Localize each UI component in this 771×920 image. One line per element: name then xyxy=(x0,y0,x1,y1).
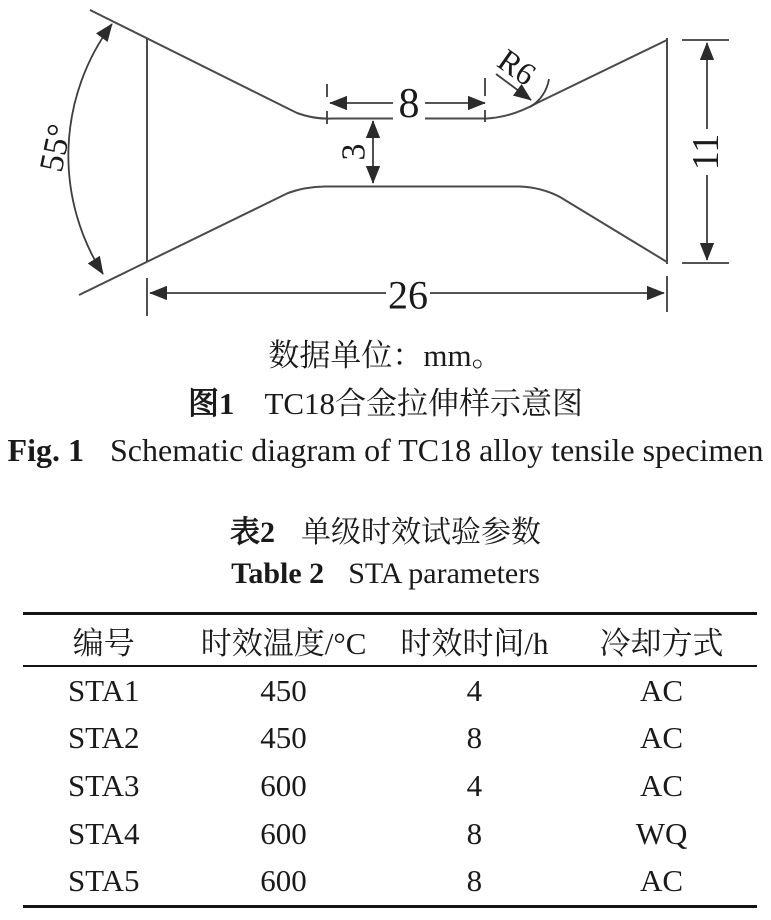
table-row xyxy=(23,810,757,858)
table-title-en: STA parameters xyxy=(348,557,540,590)
table-cell: 450 xyxy=(260,672,307,708)
dim-gauge-width xyxy=(336,121,374,183)
column-header-cooling-method: 冷却方式 xyxy=(566,614,757,667)
table-cell: 600 xyxy=(260,767,307,803)
figure-number-cn: 图1 xyxy=(187,386,235,421)
figure-title-en: Schematic diagram of TC18 alloy tensile specimen xyxy=(109,432,764,468)
table-cell: AC xyxy=(640,767,684,803)
total-height-label: 11 xyxy=(685,133,727,171)
dim-fillet-radius xyxy=(491,42,549,107)
table-title-cn: 单级时效试验参数 xyxy=(301,516,541,549)
figure-title-cn: TC18合金拉伸样示意图 xyxy=(264,386,584,421)
table-cell: STA2 xyxy=(67,720,140,756)
table-cell: 8 xyxy=(466,720,483,756)
table-number-cn: 表2 xyxy=(230,516,275,549)
column-header-aging-time: 时效时间/h xyxy=(383,614,567,667)
table-cell: STA4 xyxy=(67,815,140,851)
figure-number-en: Fig. 1 xyxy=(7,432,84,468)
table-cell: 8 xyxy=(466,815,483,851)
figure-caption-cn xyxy=(0,378,771,423)
sta-parameters-table xyxy=(23,612,757,908)
figure-unit-note xyxy=(0,330,771,375)
table-cell: 4 xyxy=(466,767,483,803)
table-cell: 4 xyxy=(466,672,483,708)
dim-total-height xyxy=(682,40,729,263)
table-cell: 8 xyxy=(466,863,483,899)
table-cell: 600 xyxy=(260,863,307,899)
dim-total-length xyxy=(147,273,667,318)
fillet-radius-label: R6 xyxy=(491,41,543,93)
gauge-width-label: 3 xyxy=(335,143,373,161)
specimen-diagram xyxy=(0,0,771,330)
table-cell: AC xyxy=(640,720,684,756)
table-caption-cn xyxy=(0,507,771,551)
gauge-length-label: 8 xyxy=(398,81,420,127)
table-cell: STA5 xyxy=(67,863,140,899)
dim-shoulder-angle xyxy=(33,24,112,274)
total-length-label: 26 xyxy=(388,272,428,318)
unit-note-text: 数据单位：mm。 xyxy=(268,338,503,373)
table-header-row xyxy=(23,614,757,667)
column-header-id: 编号 xyxy=(23,614,184,667)
table-cell: 450 xyxy=(260,720,307,756)
table-cell: WQ xyxy=(635,815,688,851)
table-row xyxy=(23,857,757,906)
table-cell: 600 xyxy=(260,815,307,851)
column-header-aging-temperature: 时效温度/°C xyxy=(184,614,382,667)
table-caption-en xyxy=(0,557,771,591)
table-cell: STA3 xyxy=(67,767,140,803)
table-row xyxy=(23,715,757,763)
angle-label: 55° xyxy=(32,120,80,176)
table-cell: AC xyxy=(640,863,684,899)
dim-gauge-length xyxy=(327,78,485,127)
table-number-en: Table 2 xyxy=(231,557,325,590)
table-row xyxy=(23,762,757,810)
table-row xyxy=(23,666,757,715)
figure-caption-en xyxy=(0,432,771,469)
table-cell: AC xyxy=(640,672,684,708)
table-cell: STA1 xyxy=(67,672,140,708)
